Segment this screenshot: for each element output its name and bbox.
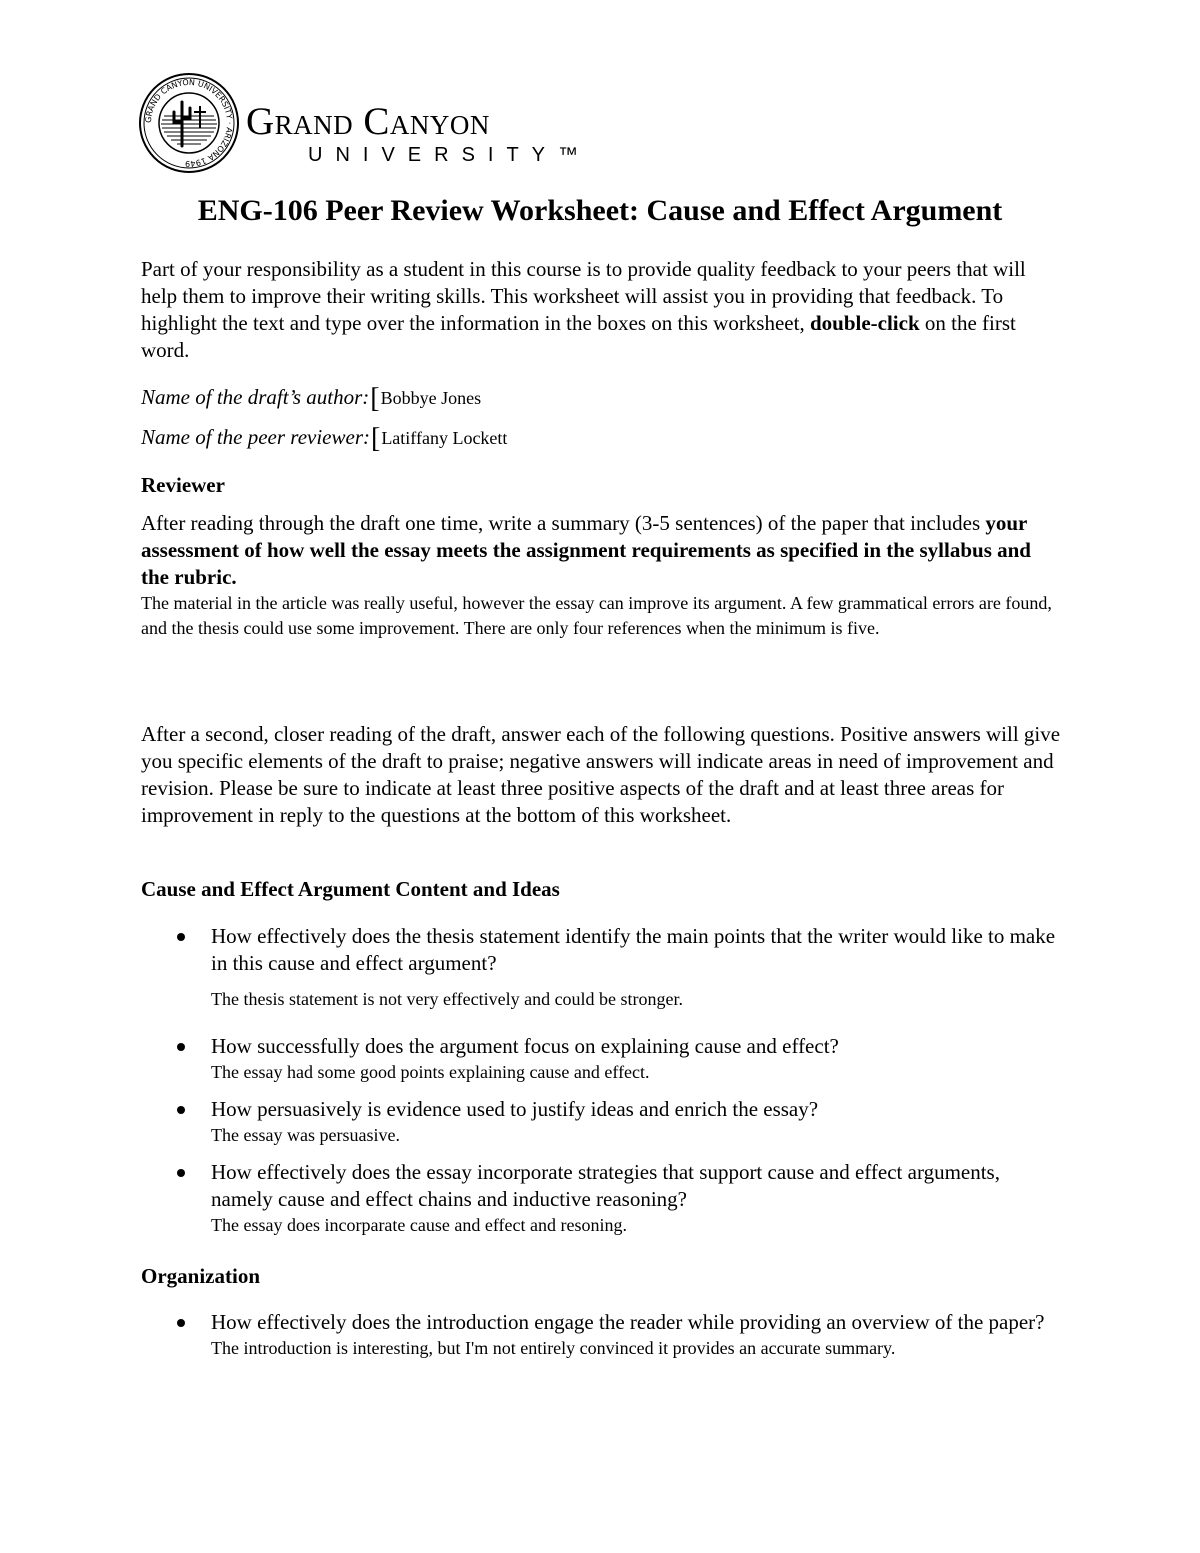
university-seal-logo [138, 72, 240, 174]
seal-text: GRAND CANYON UNIVERSITY · ARIZONA 1949 [143, 77, 235, 169]
list-item [141, 1309, 1061, 1361]
question-text: How effectively does the thesis statement identify the main points that the writer would like to make in this cause and effect argument? [211, 924, 1056, 975]
intro-bold-text: double-click [809, 311, 920, 335]
content-heading: Cause and Effect Argument Content and Ideas [141, 877, 560, 901]
bullet-icon [177, 1106, 185, 1114]
reviewer-prompt-bold: your assessment of how well the essay meets the assignment requirements as specified in the syllabus and the rubric. [141, 511, 1031, 589]
organization-section [141, 1264, 1061, 1289]
question-text: How successfully does the argument focus on explaining cause and effect? [211, 1034, 839, 1058]
author-label: Name of the draft’s author: [141, 385, 370, 409]
author-field-row [141, 384, 1061, 412]
list-item [141, 1096, 1061, 1148]
reviewer-field-row [141, 424, 1061, 452]
list-item [141, 1033, 1061, 1085]
organization-heading: Organization [141, 1264, 260, 1288]
content-section [141, 877, 1061, 902]
university-name: Grand Canyon [246, 100, 490, 143]
reviewer-prompt [141, 510, 1061, 591]
bullet-icon [177, 933, 185, 941]
question-text: How effectively does the essay incorporate strategies that support cause and effect arguments, namely cause and effect chains and inductive reasoning? [211, 1160, 1000, 1211]
question-text: How persuasively is evidence used to justify ideas and enrich the essay? [211, 1097, 819, 1121]
author-field[interactable]: Bobbye Jones [380, 388, 482, 408]
university-wordmark [246, 102, 591, 167]
reviewer-field[interactable]: Latiffany Lockett [381, 428, 508, 448]
answer-field[interactable]: The introduction is interesting, but I'm not entirely convinced it provides an accurate summary. [211, 1338, 896, 1358]
answer-field[interactable]: The essay does incorparate cause and effect and resoning. [211, 1215, 627, 1235]
list-item [141, 923, 1061, 1012]
list-item [141, 1159, 1061, 1238]
second-reading-paragraph [141, 721, 1061, 829]
reviewer-section [141, 473, 1061, 641]
question-text: How effectively does the introduction engage the reader while providing an overview of the paper? [211, 1310, 1045, 1334]
worksheet-title: ENG-106 Peer Review Worksheet: Cause and Effect Argument [197, 194, 1003, 227]
university-subtitle: UNIVERSITY™ [308, 144, 592, 166]
reviewer-label: Name of the peer reviewer: [141, 425, 370, 449]
bullet-icon [177, 1319, 185, 1327]
field-bracket-icon: [ [370, 383, 380, 414]
bullet-icon [177, 1169, 185, 1177]
second-reading-text: After a second, closer reading of the draft, answer each of the following questions. Positive answers will give you specific elements of the draft to praise; negative answers will indicate areas in need of improvement and revision. Please be sure to indicate at least three positive aspects of the draft and at least three areas for improvement in reply to the questions at the bottom of this worksheet. [141, 722, 1061, 827]
intro-text-end: on the first word. [141, 311, 1016, 362]
intro-paragraph [141, 256, 1061, 364]
answer-field[interactable]: The thesis statement is not very effectively and could be stronger. [211, 989, 684, 1009]
summary-answer-field[interactable]: The material in the article was really useful, however the essay can improve its argument. A few grammatical errors are found, and the thesis could use some improvement. There are only four references when the minimum is five. [141, 593, 1052, 638]
answer-field[interactable]: The essay was persuasive. [211, 1125, 400, 1145]
reviewer-prompt-text: After reading through the draft one time, write a summary (3-5 sentences) of the paper that includes [141, 511, 986, 535]
reviewer-heading: Reviewer [141, 473, 225, 497]
bullet-icon [177, 1043, 185, 1051]
intro-text: Part of your responsibility as a student in this course is to provide quality feedback to your peers that will help them to improve their writing skills. This worksheet will assist you in providing that feedback. To highlight the text and type over the information in the boxes on this worksheet, [141, 257, 1026, 335]
field-bracket-icon: [ [370, 423, 381, 454]
answer-field[interactable]: The essay had some good points explaining cause and effect. [211, 1062, 650, 1082]
